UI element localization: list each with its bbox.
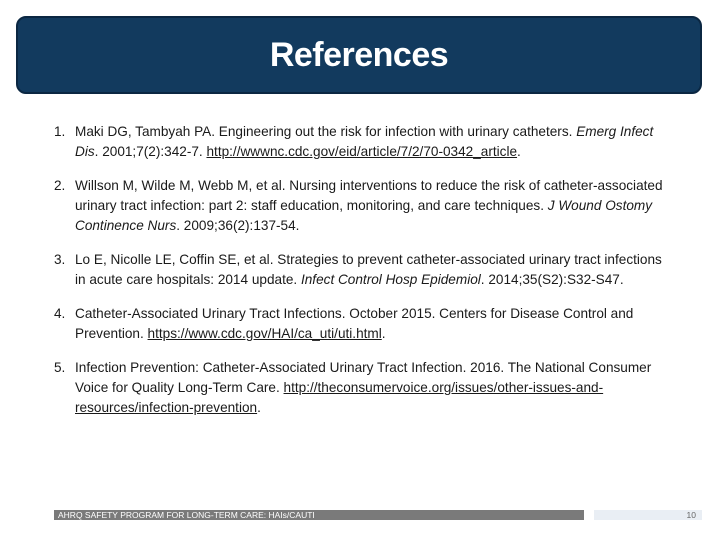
reference-journal: Infect Control Hosp Epidemiol [300,272,481,287]
page-number: 10 [686,510,696,520]
reference-number: 1. [54,124,66,139]
reference-text [75,358,674,418]
reference-number: 3. [54,252,66,267]
reference-end: . [381,326,386,341]
reference-item [54,358,674,418]
reference-item [54,176,674,236]
footer-bar [54,510,584,520]
reference-text [75,250,674,290]
reference-end: . [257,400,261,415]
reference-item [54,250,674,290]
reference-journal: Emerg Infect Dis [75,124,654,159]
reference-number: 5. [54,360,66,375]
reference-number: 2. [54,178,66,193]
reference-link[interactable]: http://theconsumervoice.org/issues/other-issues-and-resources/infection-prevention [75,380,604,415]
reference-text [75,304,674,344]
reference-journal: J Wound Ostomy Continence Nurs [75,198,653,233]
footer-text: AHRQ SAFETY PROGRAM FOR LONG-TERM CARE: HAIs/CAUTI [58,510,315,520]
reference-details: . 2009;36(2):137-54. [176,218,300,233]
reference-end: . [517,144,521,159]
reference-link[interactable]: http://wwwnc.cdc.gov/eid/article/7/2/70-0342_article [206,144,518,159]
reference-link[interactable]: https://www.cdc.gov/HAI/ca_uti/uti.html [147,326,382,341]
reference-item [54,304,674,344]
reference-citation: Infection Prevention: Catheter-Associated Urinary Tract Infection. 2016. The National Consumer Voice for Quality Long-Term Care. [75,360,652,395]
page-number-box [594,510,702,520]
reference-number: 4. [54,306,66,321]
reference-details: . 2001;7(2):342-7. [94,144,207,159]
slide-title: References [269,35,449,74]
reference-citation: Maki DG, Tambyah PA. Engineering out the risk for infection with urinary catheters. [75,124,577,139]
reference-text [75,122,674,162]
reference-citation: Catheter-Associated Urinary Tract Infections. October 2015. Centers for Disease Control and Prevention. [75,306,634,341]
reference-text [75,176,674,236]
reference-citation: Willson M, Wilde M, Webb M, et al. Nursing interventions to reduce the risk of catheter-associated urinary tract infection: part 2: staff education, monitoring, and care techniques. [75,178,663,213]
reference-citation: Lo E, Nicolle LE, Coffin SE, et al. Strategies to prevent catheter-associated urinary tract infections in acute care hospitals: 2014 update. [75,252,662,287]
title-banner [16,16,702,94]
reference-details: . 2014;35(S2):S32-S47. [480,272,624,287]
reference-item [54,122,674,162]
reference-list [54,122,674,432]
